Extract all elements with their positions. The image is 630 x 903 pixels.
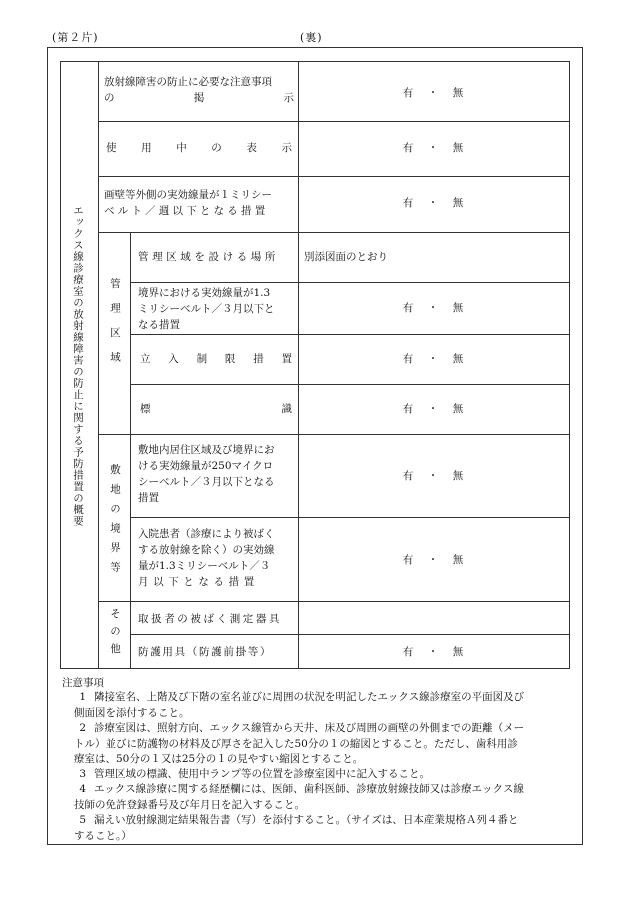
- protective-gear-label: 防護用具（防護前掛等）: [138, 646, 273, 658]
- sign-label: 標 識: [140, 403, 292, 415]
- note-item: 5 漏えい放射線測定結果報告書（写）を添付すること。（サイズは、日本産業規格Ａ列４番と すること。）: [74, 814, 519, 842]
- sign-yes-no: 有 ・ 無: [402, 403, 466, 415]
- grid-line: [98, 232, 570, 233]
- grid-line: [98, 601, 570, 602]
- grid-line: [130, 384, 570, 385]
- boundary-dose-yes-no: 有 ・ 無: [402, 302, 466, 314]
- other-label: その他: [109, 608, 121, 661]
- entry-restriction-yes-no: 有 ・ 無: [402, 353, 466, 365]
- patient-dose-label: 入院患者（診療により被ばく する放射線を除く）の実効線 量が1.3ミリシーベルト／３ 月以下となる措置: [138, 528, 275, 588]
- note-item: 4 エックス線診療に関する経歴欄には、医師、歯科医師、診療放射線技師又は診療エックス線 技師の免許登録番号及び年月日を記入すること。: [74, 783, 524, 811]
- measuring-instrument-label: 取扱者の被ばく測定器具: [138, 613, 283, 625]
- section-title: エックス線診療室の放射線障害の防止に関する予防措置の概要: [72, 205, 84, 527]
- caution-label: 放射線障害の防止に必要な注意事項 の 掲 示: [104, 76, 294, 104]
- in-use-yes-no: 有 ・ 無: [402, 142, 466, 154]
- boundary-dose-label: 境界における実効線量が1.3 ミリシーベルト／３月以下と なる措置: [138, 287, 275, 331]
- grid-line: [98, 61, 99, 669]
- resident-dose-label: 敷地内居住区域及び境界にお ける実効線量が250マイクロ シーベルト／３月以下となる 措置: [138, 444, 275, 504]
- protective-gear-yes-no: 有 ・ 無: [402, 646, 466, 658]
- grid-line: [98, 121, 570, 122]
- page-side: (裏): [300, 31, 323, 44]
- grid-line: [130, 282, 570, 283]
- site-boundary-label: 敷地の境界等: [109, 464, 121, 581]
- caution-yes-no: 有 ・ 無: [402, 87, 466, 99]
- note-item: 3 管理区域の標識、使用中ランプ等の位置を診療室図中に記入すること。: [79, 768, 430, 780]
- notes-title: 注意事項: [62, 677, 104, 689]
- entry-restriction-label: 立 入 制 限 措 置: [140, 353, 292, 365]
- grid-line: [130, 334, 570, 335]
- setting-place-value: 別添図面のとおり: [304, 251, 388, 263]
- grid-line: [130, 634, 570, 635]
- grid-line: [130, 517, 570, 518]
- grid-line: [98, 434, 570, 435]
- wall-dose-yes-no: 有 ・ 無: [402, 197, 466, 209]
- page-number: (第２片): [52, 31, 99, 44]
- resident-dose-yes-no: 有 ・ 無: [402, 470, 466, 482]
- in-use-label: 使 用 中 の 表 示: [106, 142, 292, 154]
- setting-place-label: 管理区域を設ける場所: [138, 251, 279, 263]
- grid-line: [130, 232, 131, 669]
- note-item: 1 隣接室名、上階及び下階の室名並びに周囲の状況を明記したエックス線診療室の平面図及び 側面図を添付すること。: [74, 691, 525, 719]
- grid-line: [98, 176, 570, 177]
- patient-dose-yes-no: 有 ・ 無: [402, 554, 466, 566]
- wall-dose-label: 画壁等外側の実効線量が１ミリシー ベルト／週以下となる措置: [104, 189, 272, 217]
- note-item: 2 診療室図は、照射方向、エックス線管から天井、床及び周囲の画壁の外側までの距離（メー トル）並びに防護物の材料及び厚さを記入した50分の１の縮図とすること。ただし、歯科用診 療室は、50分の１又は25分の１の見やすい縮図とすること。: [74, 722, 525, 765]
- controlled-area-label: 管理区域: [109, 278, 121, 376]
